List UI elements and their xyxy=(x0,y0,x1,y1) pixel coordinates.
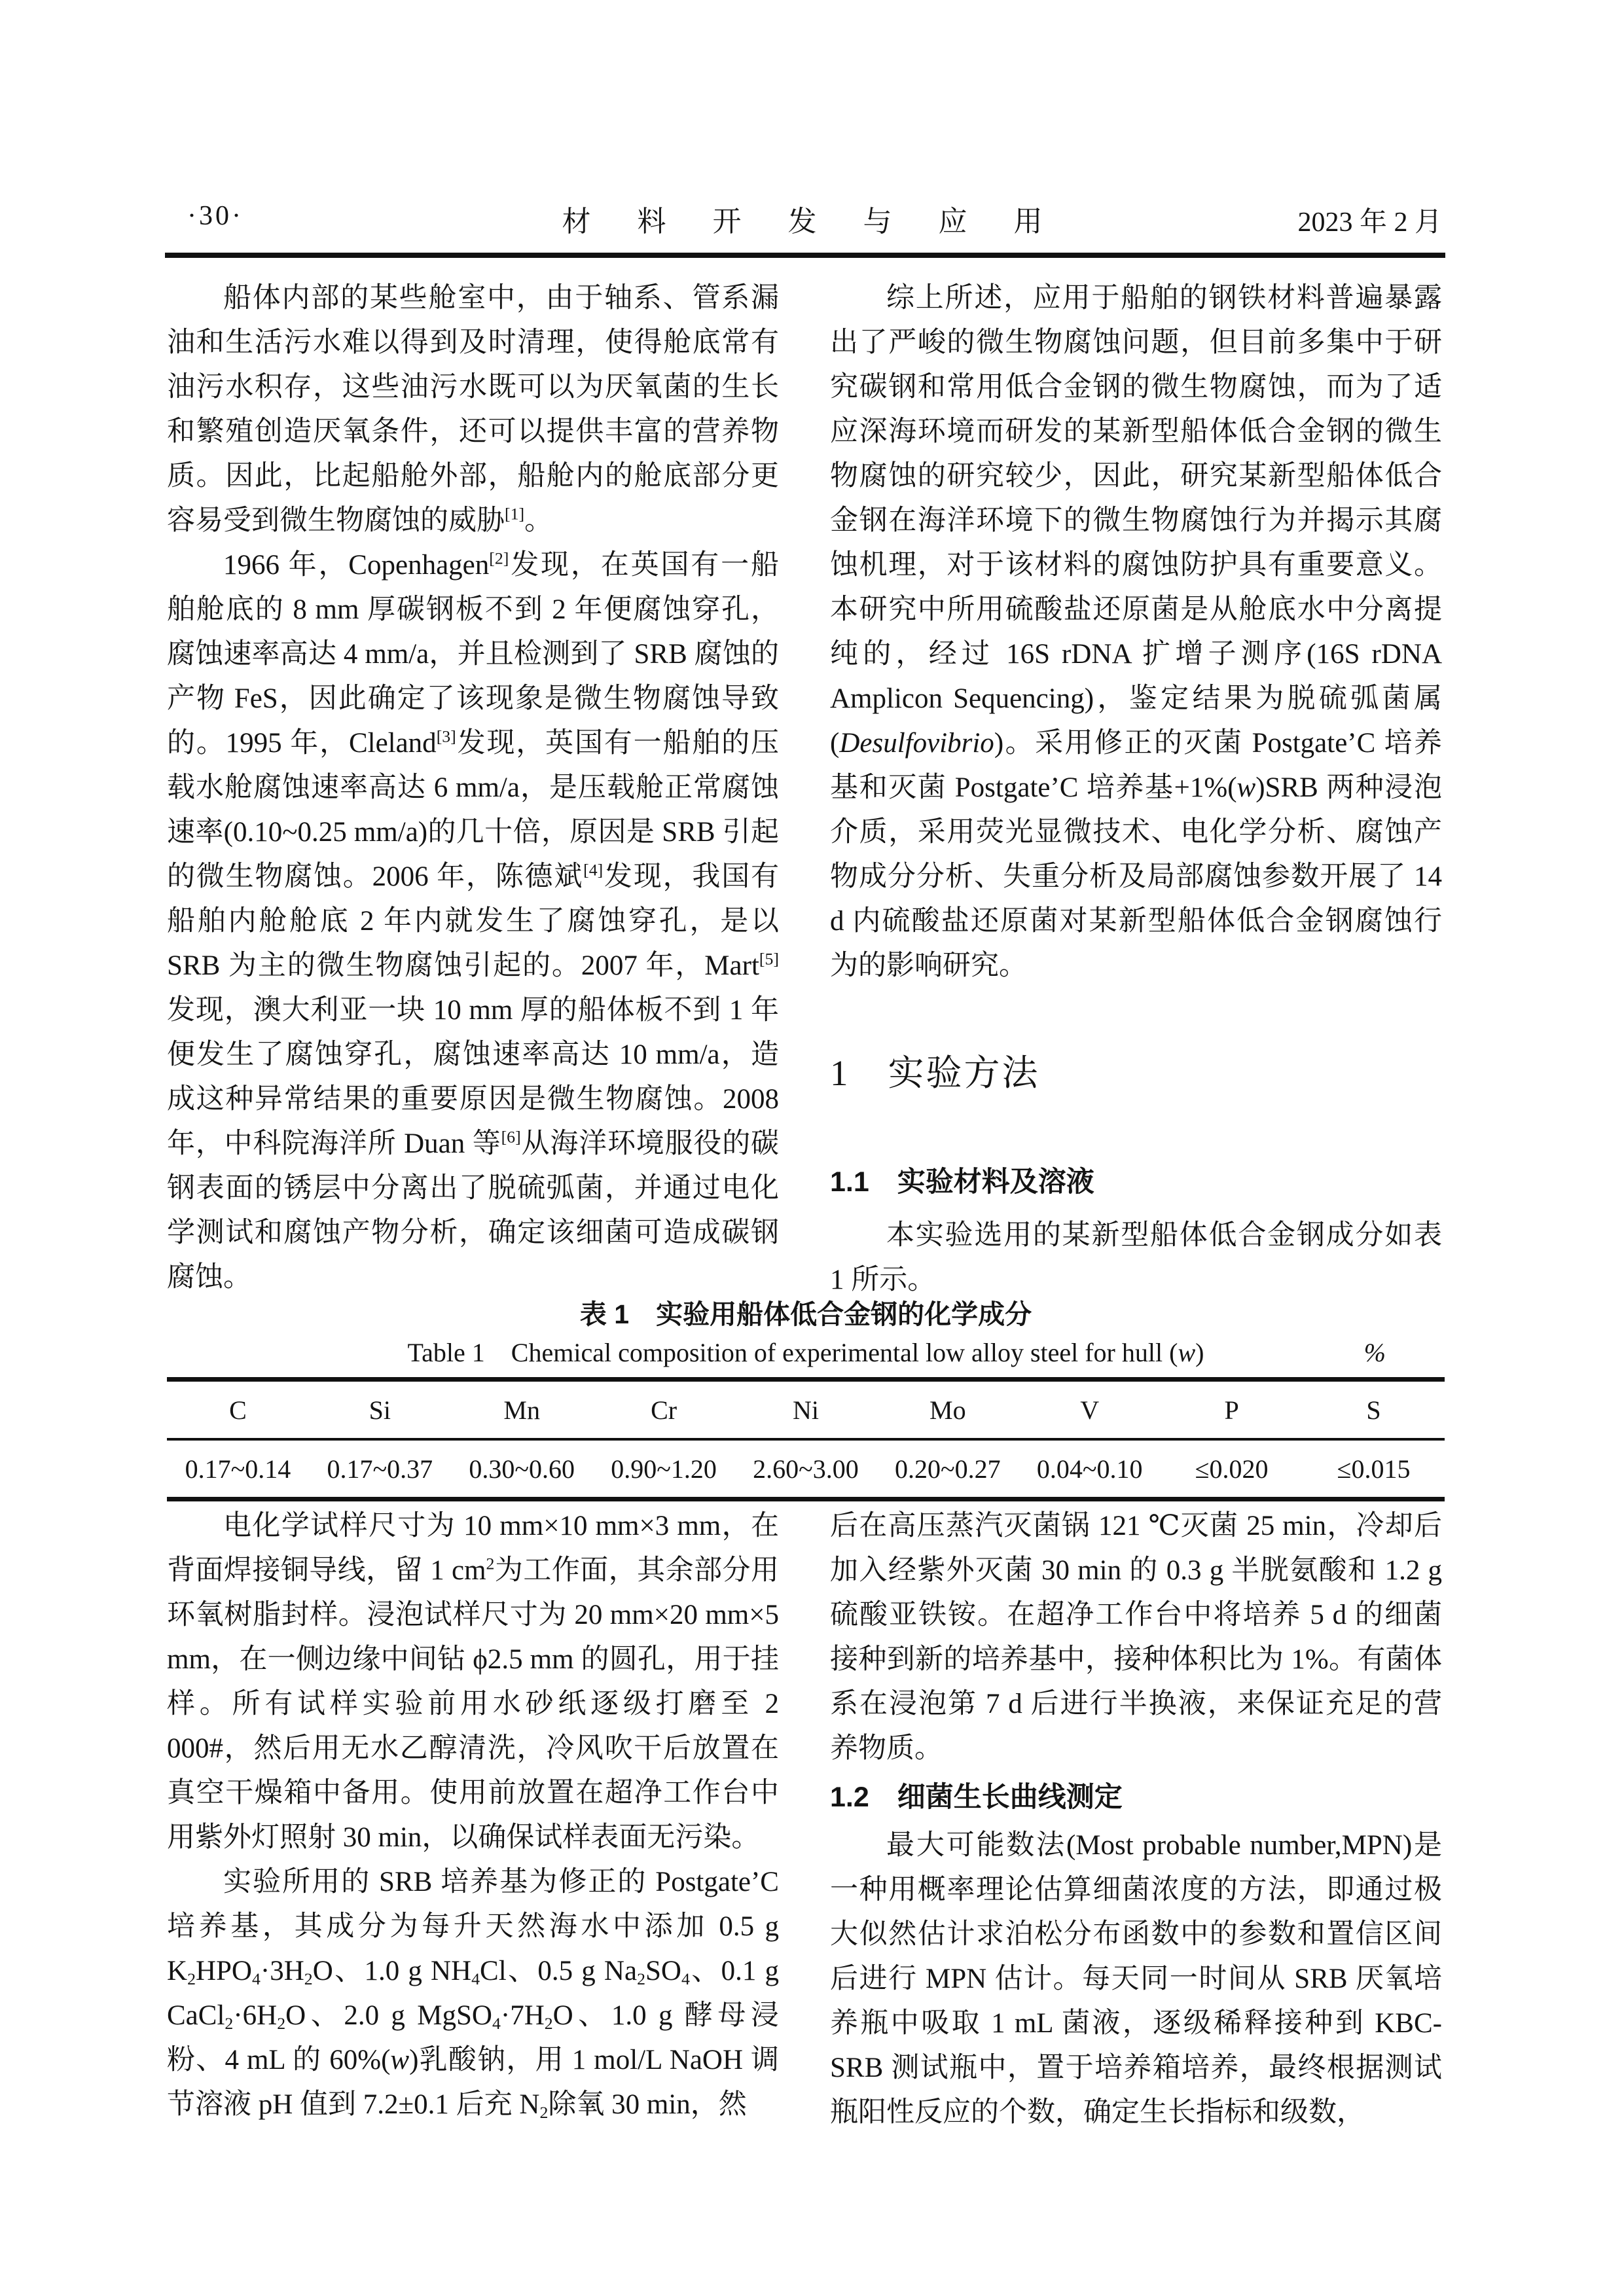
composition-table-body xyxy=(167,1439,1445,1499)
cell-s: ≤0.015 xyxy=(1337,1454,1411,1484)
left-column-top xyxy=(167,276,779,1300)
header-rule xyxy=(165,253,1445,258)
table-row xyxy=(167,1439,1445,1499)
cell-mo: 0.20~0.27 xyxy=(894,1454,1001,1484)
column-header-mo: Mo xyxy=(876,1380,1019,1440)
paragraph-history: 1966 年，Copenhagen[2]发现，在英国有一船舶舱底的 8 mm 厚碳钢板不到 2 年便腐蚀穿孔，腐蚀速率高达 4 mm/a，并且检测到了 SRB 腐蚀的产物 FeS，因此确定了该现象是微生物腐蚀导致的。1995 年，Cleland[3]发现，英国有一船舶的压载水舱腐蚀速率高达 6 mm/a，是压载舱正常腐蚀速率(0.10~0.25 mm/a)的几十倍，原因是 SRB 引起的微生物腐蚀。2006 年，陈德斌[4]发现，我国有船舶内舱舱底 2 年内就发生了腐蚀穿孔，是以 SRB 为主的微生物腐蚀引起的。2007 年，Mart[5]发现，澳大利亚一块 10 mm 厚的船体板不到 1 年便发生了腐蚀穿孔，腐蚀速率高达 10 mm/a，造成这种异常结果的重要原因是微生物腐蚀。2008 年，中科院海洋所 Duan 等[6]从海洋环境服役的碳钢表面的锈层中分离出了脱硫弧菌，并通过电化学测试和腐蚀产物分析，确定该细菌可造成碳钢腐蚀。 xyxy=(167,548,780,1293)
paragraph-material: 本实验选用的某新型船体低合金钢成分如表 1 所示。 xyxy=(830,1220,1442,1295)
table1-block xyxy=(167,1297,1445,1501)
column-header-si: Si xyxy=(309,1380,451,1440)
right-column-bottom xyxy=(830,1504,1442,2135)
paragraph-medium: 实验所用的 SRB 培养基为修正的 Postgate’C 培养基，其成分为每升天然海水中添加 0.5 g $K_2HPO_4\cdot 3H_2O$、1.0 g $NH_4Cl$、0.5 g $Na_2SO_4$、0.1 g $CaCl_2\cdot 6H_2O$、2.0 g $MgSO_4\cdot 7H_2O$、1.0 g 酵母浸粉、4 mL 的 60%(w)乳酸钠，用 1 mol/L NaOH 调节溶液 pH 值到 7.2±0.1 后充 $N_2$除氧 30 min，然 xyxy=(167,1867,779,2123)
table1-unit-label: % xyxy=(1363,1338,1386,1367)
column-header-v: V xyxy=(1019,1380,1161,1440)
section-1-1-heading: 1.1 实验材料及溶液 xyxy=(830,1166,1094,1198)
journal-title: 材 料 开 发 与 应 用 xyxy=(562,206,1062,238)
paragraph-mpn: 最大可能数法(Most probable number,MPN)是一种用概率理论估算细菌浓度的方法，即通过极大似然估计求泊松分布函数中的参数和置信区间后进行 MPN 估计。每天同一时间从 SRB 厌氧培养瓶中吸取 1 mL 菌液，逐级稀释接种到 KBC-SRB 测试瓶中，置于培养箱培养，最终根据测试瓶阳性反应的个数，确定生长指标和级数， xyxy=(830,1830,1442,2128)
cell-c: 0.17~0.14 xyxy=(185,1454,291,1484)
paragraph-intro: 船体内部的某些舱室中，由于轴系、管系漏油和生活污水难以得到及时清理，使得舱底常有油污水积存，这些油污水既可以为厌氧菌的生长和繁殖创造厌氧条件，还可以提供丰富的营养物质。因此，比起船舱外部，船舱内的舱底部分更容易受到微生物腐蚀的威胁[1]。 xyxy=(167,283,779,536)
cell-si: 0.17~0.37 xyxy=(327,1454,433,1484)
table1-caption-cn: 表 1 实验用船体低合金钢的化学成分 xyxy=(579,1299,1032,1329)
page-number: ·30· xyxy=(187,201,244,231)
cell-cr: 0.90~1.20 xyxy=(611,1454,717,1484)
section-1-heading: 1 实验方法 xyxy=(830,1053,1040,1093)
column-header-c: C xyxy=(167,1380,309,1440)
cell-ni: 2.60~3.00 xyxy=(753,1454,859,1484)
paragraph-specimen: 电化学试样尺寸为 10 mm×10 mm×3 mm，在背面焊接铜导线，留 1 $cm^2$为工作面，其余部分用环氧树脂封样。浸泡试样尺寸为 20 mm×20 mm×5 mm，在一侧边缘中间钻 ϕ2.5 mm 的圆孔，用于挂样。所有试样实验前用水砂纸逐级打磨至 2 000#，然后用无水乙醇清洗，冷风吹干后放置在真空干燥箱中备用。使用前放置在超净工作台中用紫外灯照射 30 min，以确保试样表面无污染。 xyxy=(167,1511,779,1853)
column-header-s: S xyxy=(1303,1380,1445,1440)
cell-v: 0.04~0.10 xyxy=(1036,1454,1143,1484)
right-column-top xyxy=(830,276,1442,1302)
column-header-mn: Mn xyxy=(451,1380,593,1440)
column-header-cr: Cr xyxy=(593,1380,735,1440)
table-header-row xyxy=(167,1380,1445,1440)
cell-mn: 0.30~0.60 xyxy=(469,1454,575,1484)
cell-p: ≤0.020 xyxy=(1195,1454,1269,1484)
column-header-p: P xyxy=(1161,1380,1303,1440)
composition-table xyxy=(167,1377,1445,1501)
table1-caption-en xyxy=(167,1335,1445,1371)
left-column-bottom xyxy=(167,1504,779,2127)
paragraph-overview: 综上所述，应用于船舶的钢铁材料普遍暴露出了严峻的微生物腐蚀问题，但目前多集中于研究碳钢和常用低合金钢的微生物腐蚀，而为了适应深海环境而研发的某新型船体低合金钢的微生物腐蚀的研究较少，因此，研究某新型船体低合金钢在海洋环境下的微生物腐蚀行为并揭示其腐蚀机理，对于该材料的腐蚀防护具有重要意义。本研究中所用硫酸盐还原菌是从舱底水中分离提纯的，经过 16S rDNA 扩增子测序(16S rDNA Amplicon Sequencing)，鉴定结果为脱硫弧菌属(Desulfovibrio)。采用修正的灭菌 Postgate’C 培养基和灭菌 Postgate’C 培养基+1%(w)SRB 两种浸泡介质，采用荧光显微技术、电化学分析、腐蚀产物成分分析、失重分析及局部腐蚀参数开展了 14 d 内硫酸盐还原菌对某新型船体低合金钢腐蚀行为的影响研究。 xyxy=(830,283,1442,981)
paragraph-sterilize: 后在高压蒸汽灭菌锅 121 ℃灭菌 25 min，冷却后加入经紫外灭菌 30 min 的 0.3 g 半胱氨酸和 1.2 g 硫酸亚铁铵。在超净工作台中将培养 5 d 的细菌接种到新的培养基中，接种体积比为 1%。有菌体系在浸泡第 7 d 后进行半换液，来保证充足的营养物质。 xyxy=(830,1511,1442,1764)
composition-table-head xyxy=(167,1380,1445,1440)
table1-caption-en-text: Table 1 Chemical composition of experimental low alloy steel for hull (w) xyxy=(407,1338,1204,1367)
column-header-ni: Ni xyxy=(735,1380,877,1440)
section-1-2-heading: 1.2 细菌生长曲线测定 xyxy=(830,1782,1123,1813)
issue-date: 2023 年 2 月 xyxy=(1297,207,1442,238)
